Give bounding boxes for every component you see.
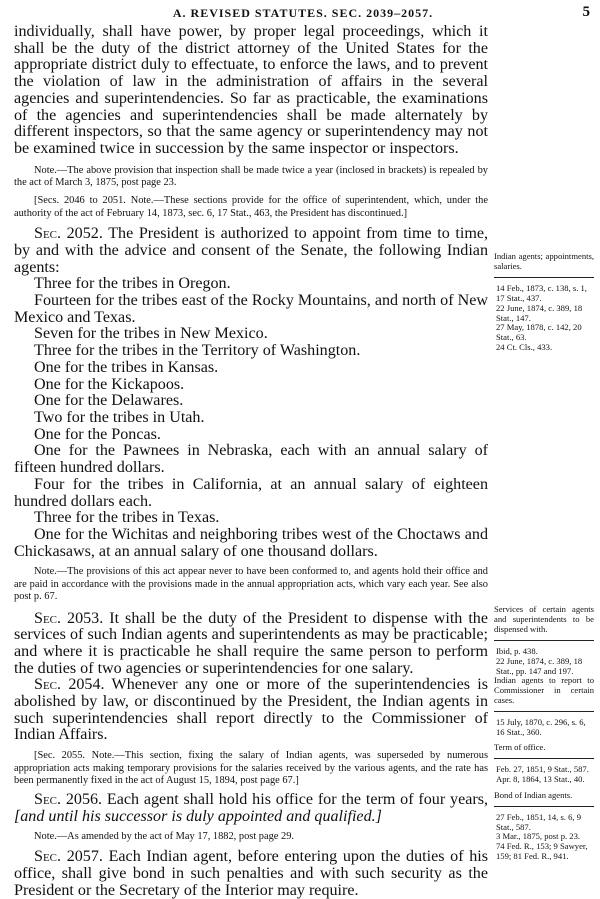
sidenote-caption: Indian agents to report to Commissioner in certain cases. xyxy=(494,675,594,706)
note-inspection-repeal: Note.—The above provision that inspection shall be made twice a year (inclosed in brackets) is repealed by the act of March 3, 1875, post page 23. xyxy=(14,164,488,189)
citation: Ibid, p. 438. xyxy=(496,645,538,656)
list-item: One for the Kickapoos. xyxy=(34,375,185,393)
sidenote-caption: Services of certain agents and superintendents to be dispensed with. xyxy=(494,604,594,634)
citation: 15 July, 1870, c. 296, s. 6, 16 Stat., 360. xyxy=(496,717,586,738)
running-head: A. REVISED STATUTES. SEC. 2039–2057. xyxy=(172,6,434,20)
section-2053-text: It shall be the duty of the President to dispense with the services of such Indian agents and superintendents as may be practicable; and where it is practicable he shall require the same person to perform the duties of two agencies or superintendencies for one salary. xyxy=(14,609,488,677)
sidenote-column xyxy=(494,605,594,862)
note-sec-2055: [Sec. 2055. Note.—This section, fixing the salary of Indian agents, was superseded by numerous appropriation acts making temporary provisions for the salaries received by the various agents, and the rate has been permanently fixed in the act of August 15, 1894, post page 67.] xyxy=(14,750,488,786)
agent-allocation-list xyxy=(14,276,488,560)
list-item: One for the tribes in Kansas. xyxy=(34,358,219,376)
citation: 24 Ct. Cls., 433. xyxy=(496,342,553,353)
list-item: Two for the tribes in Utah. xyxy=(34,408,205,426)
list-item: Three for the tribes in Oregon. xyxy=(34,275,231,293)
section-2056-amendment: [and until his successor is duly appointed and qualified.] xyxy=(14,808,382,826)
section-2054-number: Sec. 2054. xyxy=(34,676,105,694)
continued-paragraph: individually, shall have power, by proper legal proceedings, which it shall be the duty of the district attorney of the United States for the appropriate district duly to effectuate, to enforce the laws, and to prevent the violation of law in the administration of affairs in the several agencies and superintendencies. So far as practicable, the examinations of the agencies and superintendencies shall be made alternately by different inspectors, so that the same agency or superintendency may not be examined twice in succession by the same inspector or inspectors. xyxy=(14,23,488,157)
list-item: Fourteen for the tribes east of the Rocky Mountains, and north of New Mexico and Texas. xyxy=(14,292,488,326)
sidenote-caption: Indian agents; appointments, salaries. xyxy=(494,251,594,271)
list-item: One for the Wichitas and neighboring tribes west of the Choctaws and Chickasaws, at an annual salary of one thousand dollars. xyxy=(14,525,488,560)
citation: Apr. 8, 1864, 13 Stat., 40. xyxy=(496,773,585,784)
section-2052-number: Sec. 2052. xyxy=(34,225,103,243)
citation: 27 May, 1878, c. 142, 20 Stat., 63. xyxy=(496,322,582,343)
section-2052 xyxy=(14,226,488,276)
section-2054-text: Whenever any one or more of the superintendencies is abolished by law, or discontinued by the President, the Indian agents in such superintendencies shall report directly to the Commissioner of Indian Affairs. xyxy=(14,676,488,744)
sidenote-caption: Bond of Indian agents. xyxy=(494,789,573,800)
section-2056-text: Each agent shall hold his office for the term of four years, xyxy=(106,791,489,809)
divider xyxy=(494,640,594,641)
sidenote-column xyxy=(494,252,594,353)
section-2056 xyxy=(14,792,488,825)
section-2057-text: Each Indian agent, before entering upon the duties of his office, shall give bond in such penalties and with such security as the President or the Secretary of the Interior may require. xyxy=(14,848,489,899)
list-item: One for the Poncas. xyxy=(34,425,161,443)
note-2056-amended: Note.—As amended by the act of May 17, 1882, post page 29. xyxy=(34,830,294,842)
list-item: One for the Pawnees in Nebraska, each with an annual salary of fifteen hundred dollars. xyxy=(14,442,488,477)
citation: 14 Feb., 1873, c. 138, s. 1, 17 Stat., 437. xyxy=(496,282,587,303)
divider xyxy=(494,758,594,759)
list-item: Three for the tribes in Texas. xyxy=(34,509,220,527)
main-column xyxy=(14,24,488,899)
divider xyxy=(494,806,594,807)
list-item: Three for the tribes in the Territory of Washington. xyxy=(34,342,361,360)
list-item: One for the Delawares. xyxy=(34,392,184,410)
citation: 22 June, 1874, c. 389, 18 Stat., 147. xyxy=(496,302,583,323)
citation: Feb. 27, 1851, 9 Stat., 587. xyxy=(496,763,589,774)
note-2052-provisions: Note.—The provisions of this act appear never to have been conformed to, and agents hold their office and are paid in accordance with the provisions made in the annual appropriation acts, which vary each year. See also post p. 67. xyxy=(14,566,488,603)
page-number: 5 xyxy=(582,4,590,20)
citation: 27 Feb., 1851, 14, s. 6, 9 Stat., 587. xyxy=(496,811,581,832)
sidenote-caption: Term of office. xyxy=(494,741,546,752)
section-2053-number: Sec. 2053. xyxy=(34,609,104,627)
list-item: Seven for the tribes in New Mexico. xyxy=(34,325,268,343)
citation: 74 Fed. R., 153; 9 Sawyer, 159; 81 Fed. R., 941. xyxy=(496,841,588,862)
citation: 3 Mar., 1875, post p. 23. xyxy=(496,831,581,842)
page-header xyxy=(14,4,592,22)
section-2056-number: Sec. 2056. xyxy=(34,791,103,809)
citation: 22 June, 1874, c. 389, 18 Stat., pp. 147 and 197. xyxy=(496,655,583,676)
section-2054 xyxy=(14,677,488,744)
section-2053 xyxy=(14,611,488,678)
divider xyxy=(494,277,594,278)
section-2052-text: The President is authorized to appoint from time to time, by and with the advice and consent of the Senate, the following Indian agents: xyxy=(14,225,489,276)
section-2057-number: Sec. 2057. xyxy=(34,848,103,866)
note-secs-2046-2051: [Secs. 2046 to 2051. Note.—These sections provide for the office of superintendent, which, under the authority of the act of February 14, 1873, sec. 6, 17 Stat., 463, the President has discontinued.] xyxy=(14,195,488,219)
divider xyxy=(494,711,594,712)
section-2057 xyxy=(14,849,488,899)
list-item: Four for the tribes in California, at an annual salary of eighteen hundred dollars each. xyxy=(14,475,488,510)
